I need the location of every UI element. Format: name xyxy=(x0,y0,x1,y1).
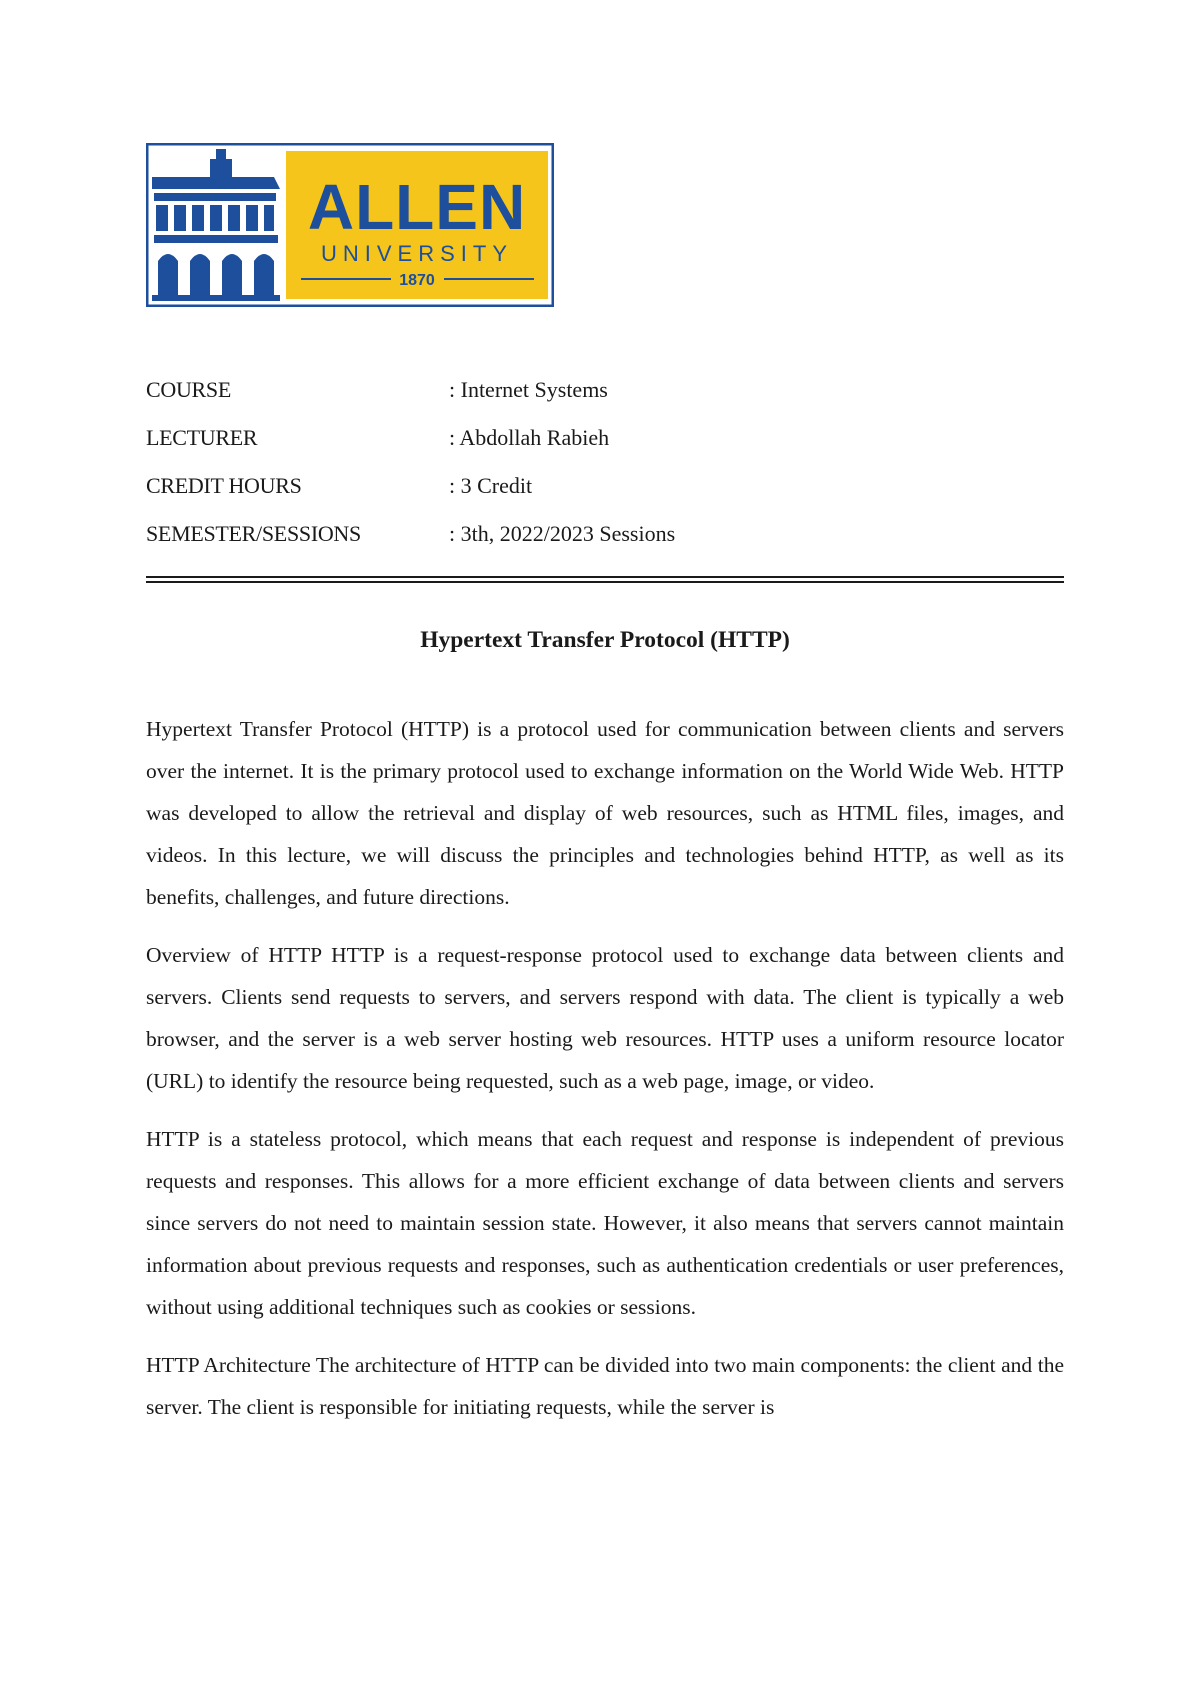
paragraph: Overview of HTTP HTTP is a request-response protocol used to exchange data between clients and servers. Clients send requests to servers, and servers respond with data. The client is typically a web browser, and the server is a web server hosting web resources. HTTP uses a uniform resource locator (URL) to identify the resource being requested, such as a web page, image, or video. xyxy=(146,943,1064,1093)
logo-subtitle: UNIVERSITY xyxy=(320,241,514,266)
paragraph: HTTP Architecture The architecture of HTTP can be divided into two main components: the client and the server. The client is responsible for initiating requests, while the server is xyxy=(146,1353,1064,1419)
semester-value: : 3th, 2022/2023 Sessions xyxy=(449,521,676,546)
course-info-row xyxy=(146,514,1064,562)
course-info-row xyxy=(146,466,1064,514)
course-info-row xyxy=(146,418,1064,466)
university-logo xyxy=(146,143,554,307)
course-value: : Internet Systems xyxy=(449,377,608,402)
semester-label: SEMESTER/SESSIONS xyxy=(146,521,361,546)
lecturer-label: LECTURER xyxy=(146,425,258,450)
double-divider xyxy=(146,576,1064,583)
course-info-row xyxy=(146,370,1064,418)
credit-hours-value: : 3 Credit xyxy=(449,473,533,498)
paragraph: Hypertext Transfer Protocol (HTTP) is a protocol used for communication between clients and servers over the internet. It is the primary protocol used to exchange information on the World Wide Web. HTTP was developed to allow the retrieval and display of web resources, such as HTML files, images, and videos. In this lecture, we will discuss the principles and technologies behind HTTP, as well as its benefits, challenges, and future directions. xyxy=(146,717,1064,909)
course-info xyxy=(146,370,1064,562)
credit-hours-label: CREDIT HOURS xyxy=(146,473,302,498)
paragraph: HTTP is a stateless protocol, which means that each request and response is independent of previous requests and responses. This allows for a more efficient exchange of data between clients and servers since servers do not need to maintain session state. However, it also means that servers cannot maintain information about previous requests and responses, such as authentication credentials or user preferences, without using additional techniques such as cookies or sessions. xyxy=(146,1127,1064,1319)
document-title: Hypertext Transfer Protocol (HTTP) xyxy=(420,627,790,653)
lecturer-value: : Abdollah Rabieh xyxy=(449,425,610,450)
document-body xyxy=(146,708,1064,1444)
course-label: COURSE xyxy=(146,377,231,402)
logo-name: ALLEN xyxy=(307,171,527,243)
logo-year: 1870 xyxy=(399,272,435,289)
